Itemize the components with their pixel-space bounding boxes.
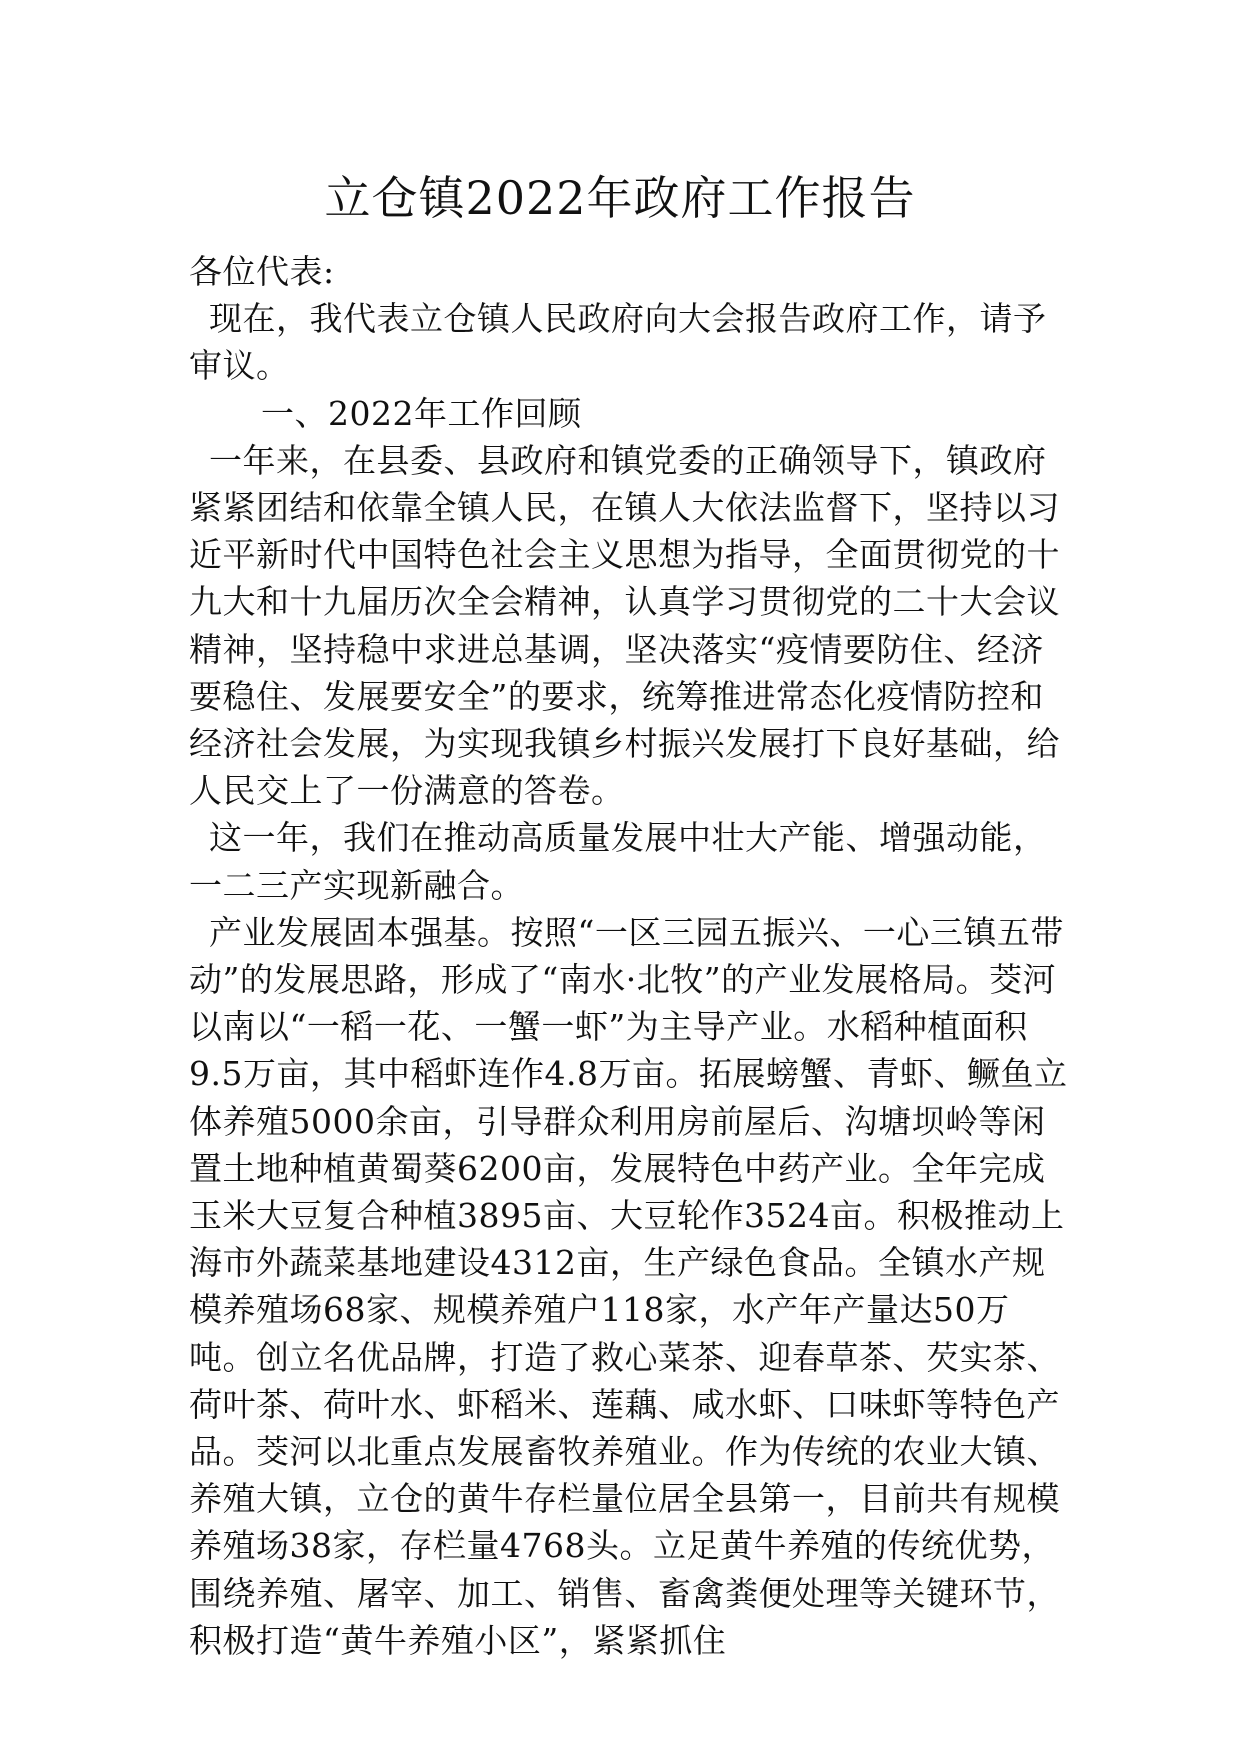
document-title: 立仓镇2022年政府工作报告	[324, 171, 916, 225]
document-body	[189, 248, 1069, 1664]
salutation: 各位代表:	[189, 252, 335, 291]
section-heading: 一、2022年工作回顾	[261, 393, 582, 433]
body-paragraph: 产业发展固本强基。按照“一区三园五振兴、一心三镇五带动”的发展思路，形成了“南水·北牧”的产业发展格局。茭河以南以“一稻一花、一蟹一虾”为主导产业。水稻种植面积9.5万亩，其中稻虾连作4.8万亩。拓展螃蟹、青虾、鳜鱼立体养殖5000余亩，引导群众利用房前屋后、沟塘坝岭等闲置土地种植黄蜀葵6200亩，发展特色中药产业。全年完成玉米大豆复合种植3895亩、大豆轮作3524亩。积极推动上海市外蔬菜基地建设4312亩，生产绿色食品。全镇水产规模养殖场68家、规模养殖户118家，水产年产量达50万吨。创立名优品牌，打造了救心菜茶、迎春草茶、芡实茶、荷叶茶、荷叶水、虾稻米、莲藕、咸水虾、口味虾等特色产品。茭河以北重点发展畜牧养殖业。作为传统的农业大镇、养殖大镇，立仓的黄牛存栏量位居全县第一，目前共有规模养殖场38家，存栏量4768头。立足黄牛养殖的传统优势，围绕养殖、屠宰、加工、销售、畜禽粪便处理等关键环节，积极打造“黄牛养殖小区”，紧紧抓住	[189, 912, 1068, 1660]
intro-paragraph: 现在，我代表立仓镇人民政府向大会报告政府工作，请予审议。	[189, 299, 1047, 386]
body-paragraph: 一年来，在县委、县政府和镇党委的正确领导下，镇政府紧紧团结和依靠全镇人民，在镇人大依法监督下，坚持以习近平新时代中国特色社会主义思想为指导，全面贯彻党的十九大和十九届历次全会精神，认真学习贯彻党的二十大会议精神，坚持稳中求进总基调，坚决落实“疫情要防住、经济要稳住、发展要安全”的要求，统筹推进常态化疫情防控和经济社会发展，为实现我镇乡村振兴发展打下良好基础，给人民交上了一份满意的答卷。	[189, 440, 1060, 811]
body-paragraph: 这一年，我们在推动高质量发展中壮大产能、增强动能，一二三产实现新融合。	[189, 818, 1047, 905]
